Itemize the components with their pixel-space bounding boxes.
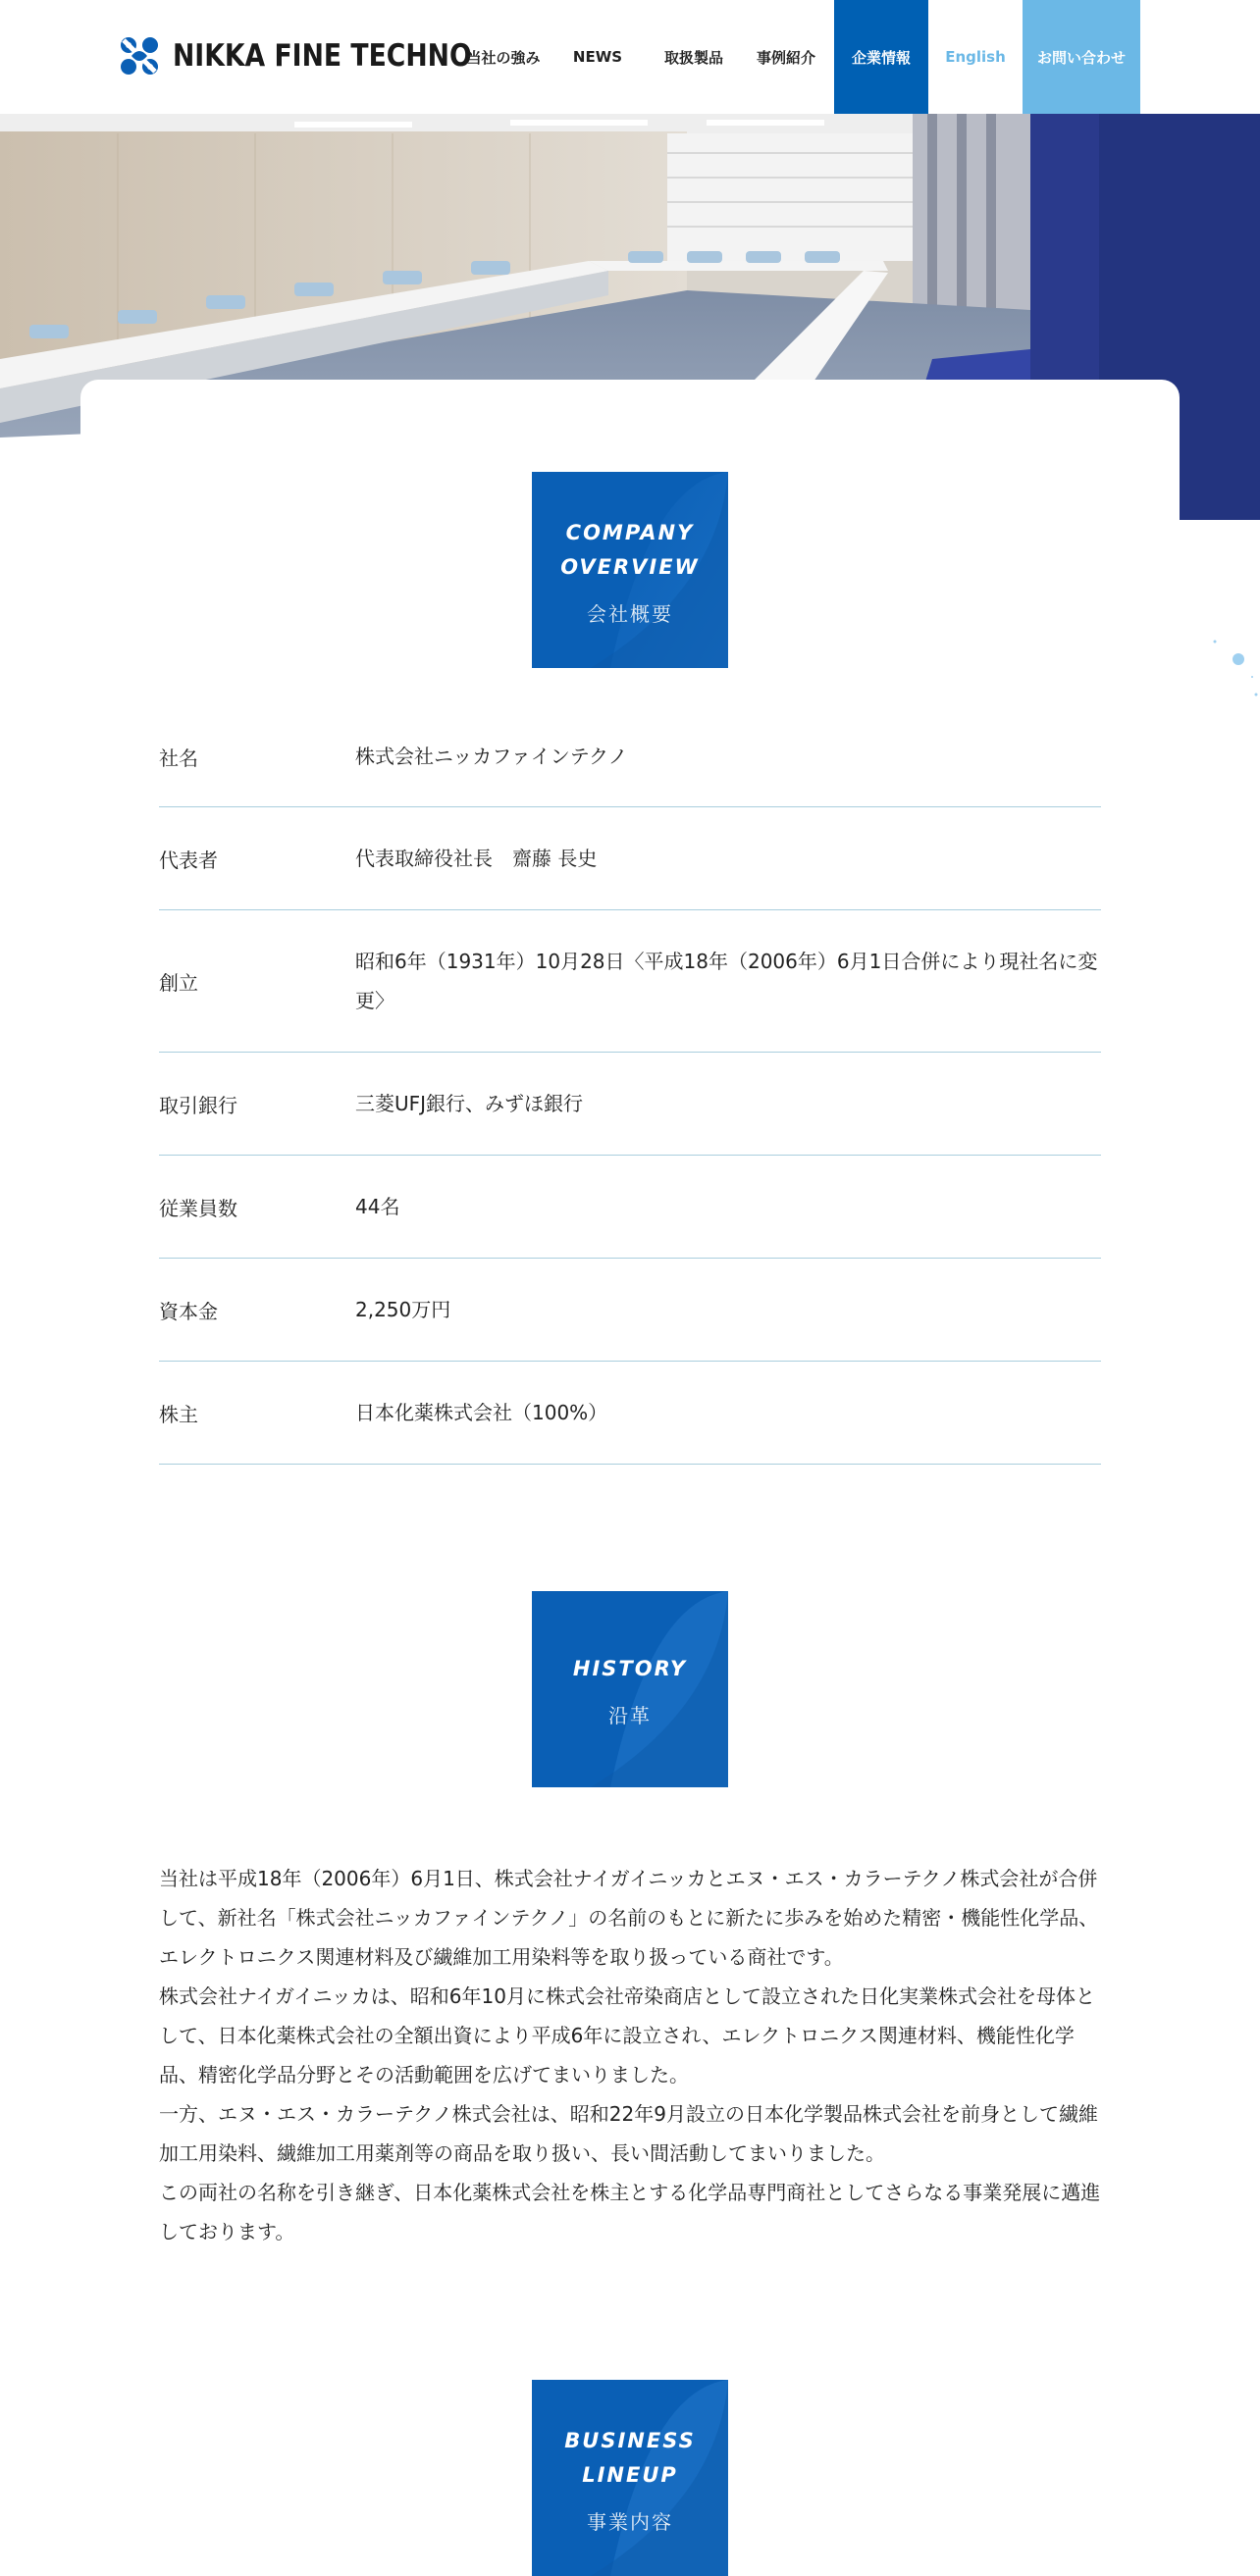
overview-en-line2: OVERVIEW [560,555,700,579]
logo-mark-icon [118,34,161,77]
row-value: 2,250万円 [355,1298,451,1321]
row-label: 取引銀行 [159,1093,237,1117]
brand-logo[interactable] [118,33,520,78]
row-label: 創立 [159,970,198,995]
history-paragraph: 当社は平成18年（2006年）6月1日、株式会社ナイガイニッカとエヌ・エス・カラーテクノ株式会社が合併して、新社名「株式会社ニッカファインテクノ」の名前のもとに新たに歩みを始めた精密・機能性化学品、エレクトロニクス関連材料及び繊維加工用染料等を取り扱っている商社です。 [159,1867,1099,1969]
nav-item-company[interactable]: 企業情報 [834,0,928,114]
nav-item-cases[interactable]: 事例紹介 [756,48,815,67]
row-label: 株主 [159,1402,198,1426]
table-row [159,1156,1101,1259]
site-header [0,0,1260,114]
business-en-line1: BUSINESS [564,2429,696,2452]
row-value: 三菱UFJ銀行、みずほ銀行 [355,1092,584,1115]
section-title-company-overview [532,472,728,668]
history-text [159,1859,1101,2251]
row-label: 資本金 [159,1299,218,1323]
history-paragraph: この両社の名称を引き継ぎ、日本化薬株式会社を株主とする化学品専門商社としてさらなる事業発展に邁進しております。 [159,2181,1101,2243]
nav-item-contact[interactable]: お問い合わせ [1023,0,1140,114]
row-value: 昭和6年（1931年）10月28日〈平成18年（2006年）6月1日合併により現社名に変更〉 [355,950,1098,1012]
section-title-business-lineup [532,2380,728,2576]
table-row [159,706,1101,807]
history-paragraph: 株式会社ナイガイニッカは、昭和6年10月に株式会社帝染商店として設立された日化実業株式会社を母体として、日本化薬株式会社の全額出資により平成6年に設立され、エレクトロニクス関連材料、機能性化学品、精密化学品分野とその活動範囲を広げてまいりました。 [159,1984,1095,2087]
history-jp: 沿革 [608,1704,652,1727]
row-value: 代表取締役社長 齋藤 長史 [355,847,598,870]
brand-name: NIKKA FINE TECHNO [173,38,472,74]
row-value: 株式会社ニッカファインテクノ [355,745,628,768]
nav-item-english[interactable]: English [945,48,1006,66]
table-row [159,1053,1101,1156]
tile-sheen [532,1591,728,1787]
decorative-dots-icon [1207,628,1260,696]
row-value: 44名 [355,1195,400,1218]
table-row [159,807,1101,910]
row-label: 代表者 [159,848,218,872]
overview-jp: 会社概要 [587,602,673,626]
business-jp: 事業内容 [587,2510,673,2534]
history-paragraph: 一方、エヌ・エス・カラーテクノ株式会社は、昭和22年9月設立の日本化学製品株式会社を前身として繊維加工用染料、繊維加工用薬剤等の商品を取り扱い、長い間活動してまいりました。 [159,2102,1098,2165]
nav-item-strengths[interactable]: 当社の強み [466,48,541,67]
table-row [159,1362,1101,1465]
business-en-line2: LINEUP [582,2463,678,2487]
overview-en-line1: COMPANY [565,521,695,544]
company-info-table [159,706,1101,1465]
history-en: HISTORY [572,1657,688,1680]
section-title-history [532,1591,728,1787]
row-label: 従業員数 [159,1196,237,1220]
table-row [159,1259,1101,1362]
nav-item-products[interactable]: 取扱製品 [663,48,723,67]
row-value: 日本化薬株式会社（100%） [355,1401,608,1424]
table-row [159,910,1101,1053]
row-label: 社名 [159,746,198,770]
nav-item-news[interactable]: NEWS [572,48,623,66]
